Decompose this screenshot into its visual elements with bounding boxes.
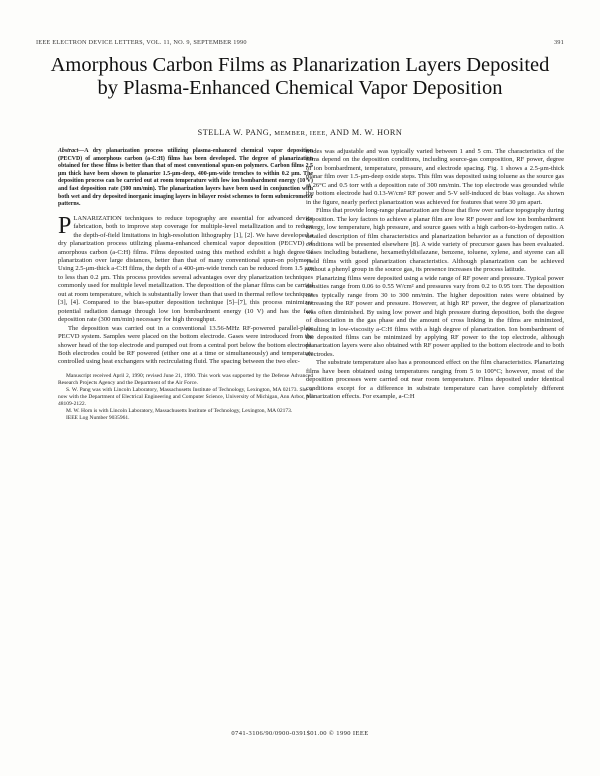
author-1: STELLA W. PANG,	[197, 128, 272, 137]
journal-citation: IEEE ELECTRON DEVICE LETTERS, VOL. 11, NO. 9, SEPTEMBER 1990	[36, 39, 247, 46]
page-number: 391	[553, 39, 564, 46]
right-column	[306, 148, 564, 402]
body-paragraph: The substrate temperature also has a pronounced effect on the film characteristics. Planarizing films have been obtained using temperatures ranging from 5 to 100°C; however, most of the deposition processes were carried out near room temperature. Films deposited under identical conditions except for a difference in substrate temperature can have completely different planarization effects. For example, a-C:H	[306, 359, 564, 401]
intro-text: LANARIZATION techniques to reduce topography are essential for advanced device fabrication, both to improve step coverage for multiple-level metallization and to reduce the depth-of-field limitations in high-resolution lithography [1], [2]. We have developed a dry planarization process utilizing plasma-enhanced chemical vapor deposition (PECVD) of amorphous carbon (a-C:H) films. Films deposited using this method exhibit a high degree of planarization over large distances, better than that of many conventional spun-on polymers. Using 2.5-μm-thick a-C:H films, the depth of a 400-μm-wide trench can be reduced from 1.5 μm to less than 0.2 μm. This process provides several advantages over dry planarization techniques commonly used for multiple level metallization. The deposition of the planar films can be carried out at room temperature, which is substantially lower than that used in thermal reflow techniques [3], [4]. Compared to the bias-sputter deposition technique [5]–[7], this process minimizes potential radiation damage through low ion bombardment energy (10 V) and has the fast deposition rate (300 nm/min) necessary for high throughput.	[58, 214, 313, 324]
footnotes	[58, 373, 313, 423]
abstract-lead: Abstract—	[58, 148, 85, 154]
abstract	[58, 148, 313, 209]
body-paragraph: Films that provide long-range planarization are those that flow over surface topography during deposition. The key factors to achieve a planar film are low RF power and low ion bombardment energy, low temperature, high pressure, and source gases with a high carbon-to-hydrogen ratio. A detailed description of film characteristics and planarization behavior as a function of deposition conditions will be presented elsewhere [8]. A wide variety of precursor gases has been evaluated. Gases including butadiene, hexamethyldisilazane, benzene, toluene, xylene, and styrene can all yield films with good planarization characteristics. Although planarization can be achieved without a phenyl group in the source gas, its presence increases the process latitude.	[306, 207, 564, 274]
footnote-author-2: M. W. Horn is with Lincoln Laboratory, Massachusetts Institute of Technology, Lexington, MA 02173.	[66, 408, 293, 415]
running-header	[36, 39, 564, 46]
intro-paragraph	[58, 212, 313, 325]
copyright-footer: 0741-3106/90/0900-0391$01.00 © 1990 IEEE	[231, 730, 369, 737]
drop-cap: P	[58, 212, 72, 239]
footnote-log-number: IEEE Log Number 9035961.	[66, 415, 130, 422]
body-paragraph: Planarizing films were deposited using a wide range of RF power and pressure. Typical power densities range from 0.06 to 0.55 W/cm² and pressures vary from 0.2 to 0.95 torr. The deposition rates typically range from 30 to 300 nm/min. The higher deposition rates were obtained by increasing the RF power and pressure. However, at high RF power, the degree of planarization was often diminished. By using low power and high pressure during deposition, both the degree of dissociation in the gas phase and the amount of cross linking in the films are minimized, resulting in low-viscosity a-C:H films with a high degree of planarization. Ion bombardment of the deposited films can be minimized by applying RF power to the top electrode, although planarization layers were also obtained with RF power applied to the bottom electrode and to both electrodes.	[306, 274, 564, 358]
footnote-author-1: S. W. Pang was with Lincoln Laboratory, Massachusetts Institute of Technology, Lexington, MA 02173. She is now with the Department of Electrical Engineering and Computer Science, University of Michigan, Ann Arbor, MI 48109-2122.	[58, 387, 313, 408]
abstract-text: A dry planarization process utilizing plasma-enhanced chemical vapor deposition (PECVD) of amorphous carbon (a-C:H) films has been developed. The degree of planarization obtained for these films is better than that of most conventional spun-on polymers. Carbon films 2.5 μm thick have been shown to planarize 1.5-μm-deep, 400-μm-wide trenches to within 0.2 μm. The deposition process can be carried out at room temperature with low ion bombardment energy (10 V) and fast deposition rate (300 nm/min). The planarization layers have been used in conjunction with both wet and dry deposited inorganic imaging layers in bilayer resist schemes to form submicrometer patterns.	[58, 148, 313, 208]
body-paragraph: trodes was adjustable and was typically varied between 1 and 5 cm. The characteristics of the films depend on the deposition conditions, including source-gas composition, RF power, degree of ion bombardment, temperature, pressure, and electrode spacing. Fig. 1 shows a 2.5-μm-thick planar film over 1.5-μm-deep oxide steps. This film was deposited using toluene as the source gas at 26°C and 0.5 torr with a deposition rate of 300 nm/min. The top electrode was grounded while the bottom electrode had 0.13-W/cm² RF power and 5-V self-induced dc bias voltage. As shown in the figure, nearly perfect planarization was achieved for features that were 30 μm apart.	[306, 148, 564, 206]
member-note: MEMBER, IEEE,	[274, 130, 328, 137]
author-line	[40, 128, 560, 137]
left-column	[58, 148, 313, 423]
paper-title: Amorphous Carbon Films as Planarization Layers Deposited by Plasma-Enhanced Chemical Vapor Deposition	[50, 54, 550, 99]
footnote-manuscript: Manuscript received April 2, 1990; revised June 21, 1990. This work was supported by the Defense Advanced Research Projects Agency and the Department of the Air Force.	[58, 372, 313, 386]
author-2: AND M. W. HORN	[330, 128, 403, 137]
body-paragraph: The deposition was carried out in a conventional 13.56-MHz RF-powered parallel-plate PECVD system. Samples were placed on the bottom electrode. Gases were introduced from the shower head of the top electrode and pumped out from a central port below the bottom electrode. Both electrodes could be RF powered (either one at a time or simultaneously) and temperature controlled using heat exchangers with recirculating fluid. The spacing between the two elec-	[58, 324, 313, 366]
